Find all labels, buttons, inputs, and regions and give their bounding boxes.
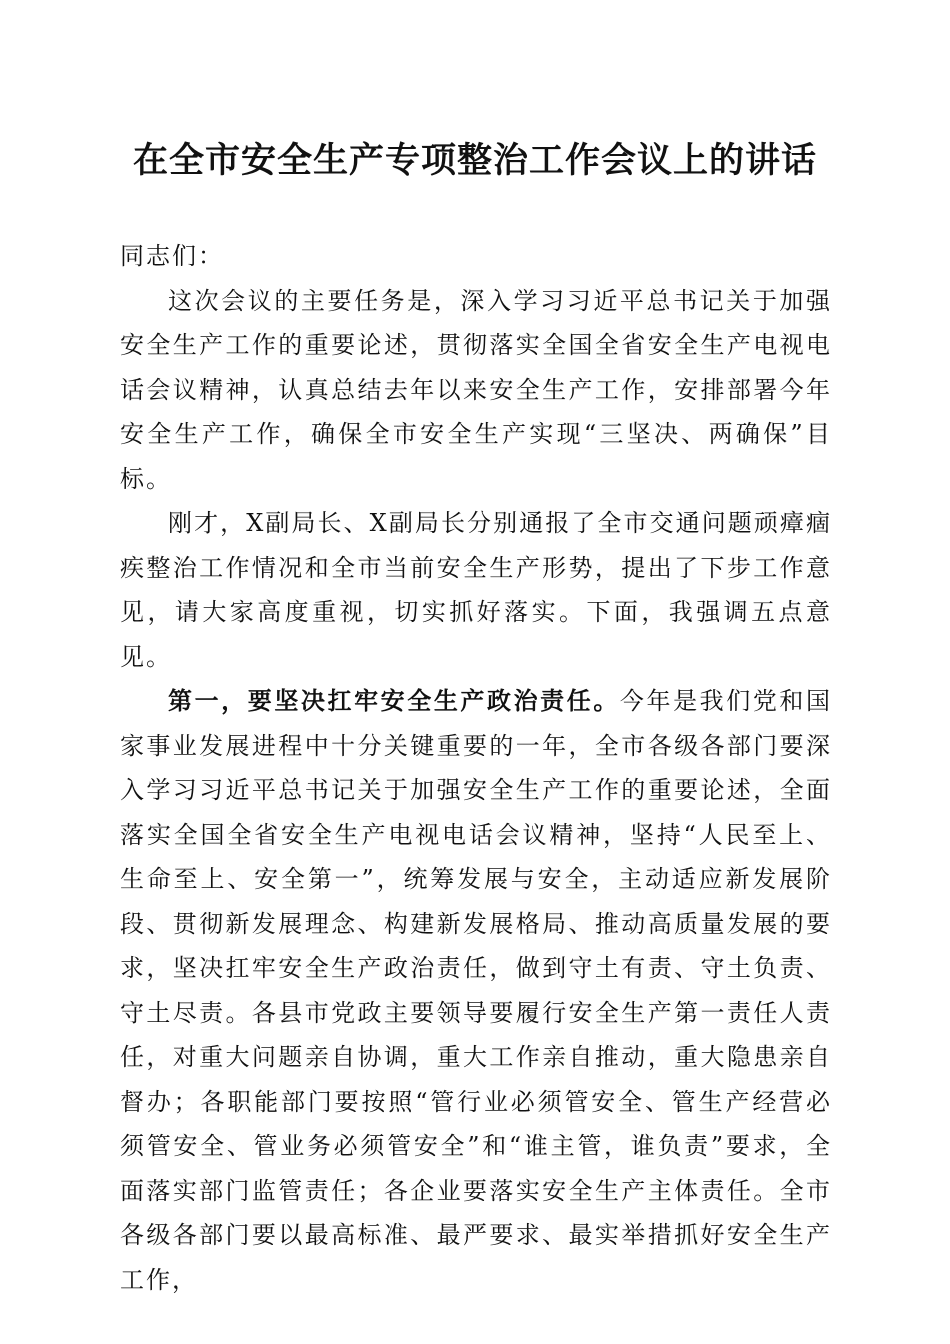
paragraph-text: 今年是我们党和国家事业发展进程中十分关键重要的一年，全市各级各部门要深入学习习近平总书记关于加强安全生产工作的重要论述，全面落实全国全省安全生产电视电话会议精神，坚持“人民至上、生命至上、安全第一”，统筹发展与安全，主动适应新发展阶段、贯彻新发展理念、构建新发展格局、推动高质量发展的要求，坚决扛牢安全生产政治责任，做到守土有责、守土负责、守土尽责。各县市党政主要领导要履行安全生产第一责任人责任，对重大问题亲自协调，重大工作亲自推动，重大隐患亲自督办；各职能部门要按照“管行业必须管安全、管生产经营必须管安全、管业务必须管安全”和“谁主管，谁负责”要求，全面落实部门监管责任；各企业要落实安全生产主体责任。全市各级各部门要以最高标准、最严要求、最实举措抓好安全生产工作， bbox=[120, 687, 833, 1294]
paragraph-text: 这次会议的主要任务是，深入学习习近平总书记关于加强安全生产工作的重要论述，贯彻落实全国全省安全生产电视电话会议精神，认真总结去年以来安全生产工作，安排部署今年安全生产工作，确保全市安全生产实现“三坚决、两确保”目标。 bbox=[120, 286, 832, 493]
document-title: 在全市安全生产专项整治工作会议上的讲话 bbox=[132, 140, 817, 181]
paragraph-text: 刚才，X副局长、X副局长分别通报了全市交通问题顽瘴痼疾整治工作情况和全市当前安全生产形势，提出了下步工作意见，请大家高度重视，切实抓好落实。下面，我强调五点意见。 bbox=[120, 509, 832, 671]
paragraph-reports-summary bbox=[120, 501, 832, 679]
paragraph-lead-heading: 第一，要坚决扛牢安全生产政治责任。 bbox=[168, 686, 620, 715]
document-body bbox=[120, 234, 832, 1302]
paragraph-meeting-purpose bbox=[120, 279, 832, 502]
paragraph-point-one bbox=[120, 679, 832, 1302]
salutation: 同志们： bbox=[120, 242, 224, 270]
